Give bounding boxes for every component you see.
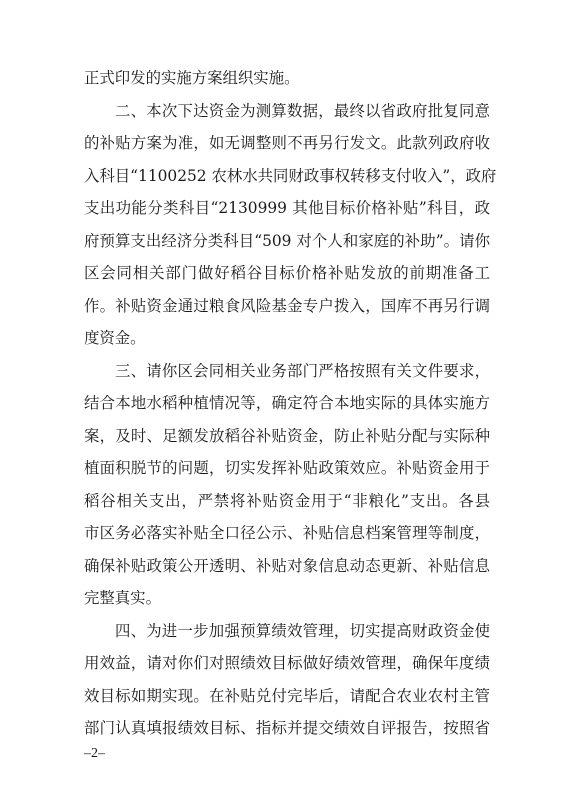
text-line: 四、为进一步加强预算绩效管理，切实提高财政资金使 — [115, 621, 490, 640]
text-line: 度资金。 — [84, 329, 146, 347]
text-line: 的补贴方案为准，如无调整则不再另行发文。此款列政府收 — [84, 134, 490, 152]
text-line: 市区务必落实补贴全口径公示、补贴信息档案管理等制度， — [84, 524, 490, 542]
text-line: 区会同相关部门做好稻谷目标价格补贴发放的前期准备工 — [84, 264, 490, 282]
text-line: 效目标如期实现。在补贴兑付完毕后，请配合农业农村主管 — [84, 686, 490, 705]
text-line: 结合本地水稻种植情况等，确定符合本地实际的具体实施方 — [84, 394, 490, 412]
text-line: 入科目“1100252 农林水共同财政事权转移支付收入”，政府 — [84, 166, 497, 185]
text-line: 稻谷相关支出，严禁将补贴资金用于“非粮化”支出。各县 — [84, 491, 490, 510]
text-line: 三、请你区会同相关业务部门严格按照有关文件要求， — [115, 361, 490, 380]
text-line: 支出功能分类科目“2130999 其他目标价格补贴”科目，政 — [84, 199, 490, 217]
text-line: 部门认真填报绩效目标、指标并提交绩效自评报告，按照省 — [84, 719, 490, 737]
text-line: 确保补贴政策公开透明、补贴对象信息动态更新、补贴信息 — [84, 556, 490, 575]
text-line: 植面积脱节的问题，切实发挥补贴政策效应。补贴资金用于 — [84, 459, 490, 477]
text-line: 府预算支出经济分类科目“509 对个人和家庭的补助”。请你 — [84, 231, 490, 250]
text-line: 案，及时、足额发放稻谷补贴资金，防止补贴分配与实际种 — [84, 426, 490, 445]
document-body — [84, 62, 497, 745]
text-line: 正式印发的实施方案组织实施。 — [84, 69, 300, 87]
page-number: –2– — [84, 746, 105, 761]
text-line: 用效益，请对你们对照绩效目标做好绩效管理，确保年度绩 — [84, 654, 490, 672]
text-line: 二、本次下达资金为测算数据，最终以省政府批复同意 — [115, 101, 490, 120]
text-line: 完整真实。 — [84, 589, 161, 607]
text-line: 作。补贴资金通过粮食风险基金专户拨入，国库不再另行调 — [84, 296, 490, 315]
